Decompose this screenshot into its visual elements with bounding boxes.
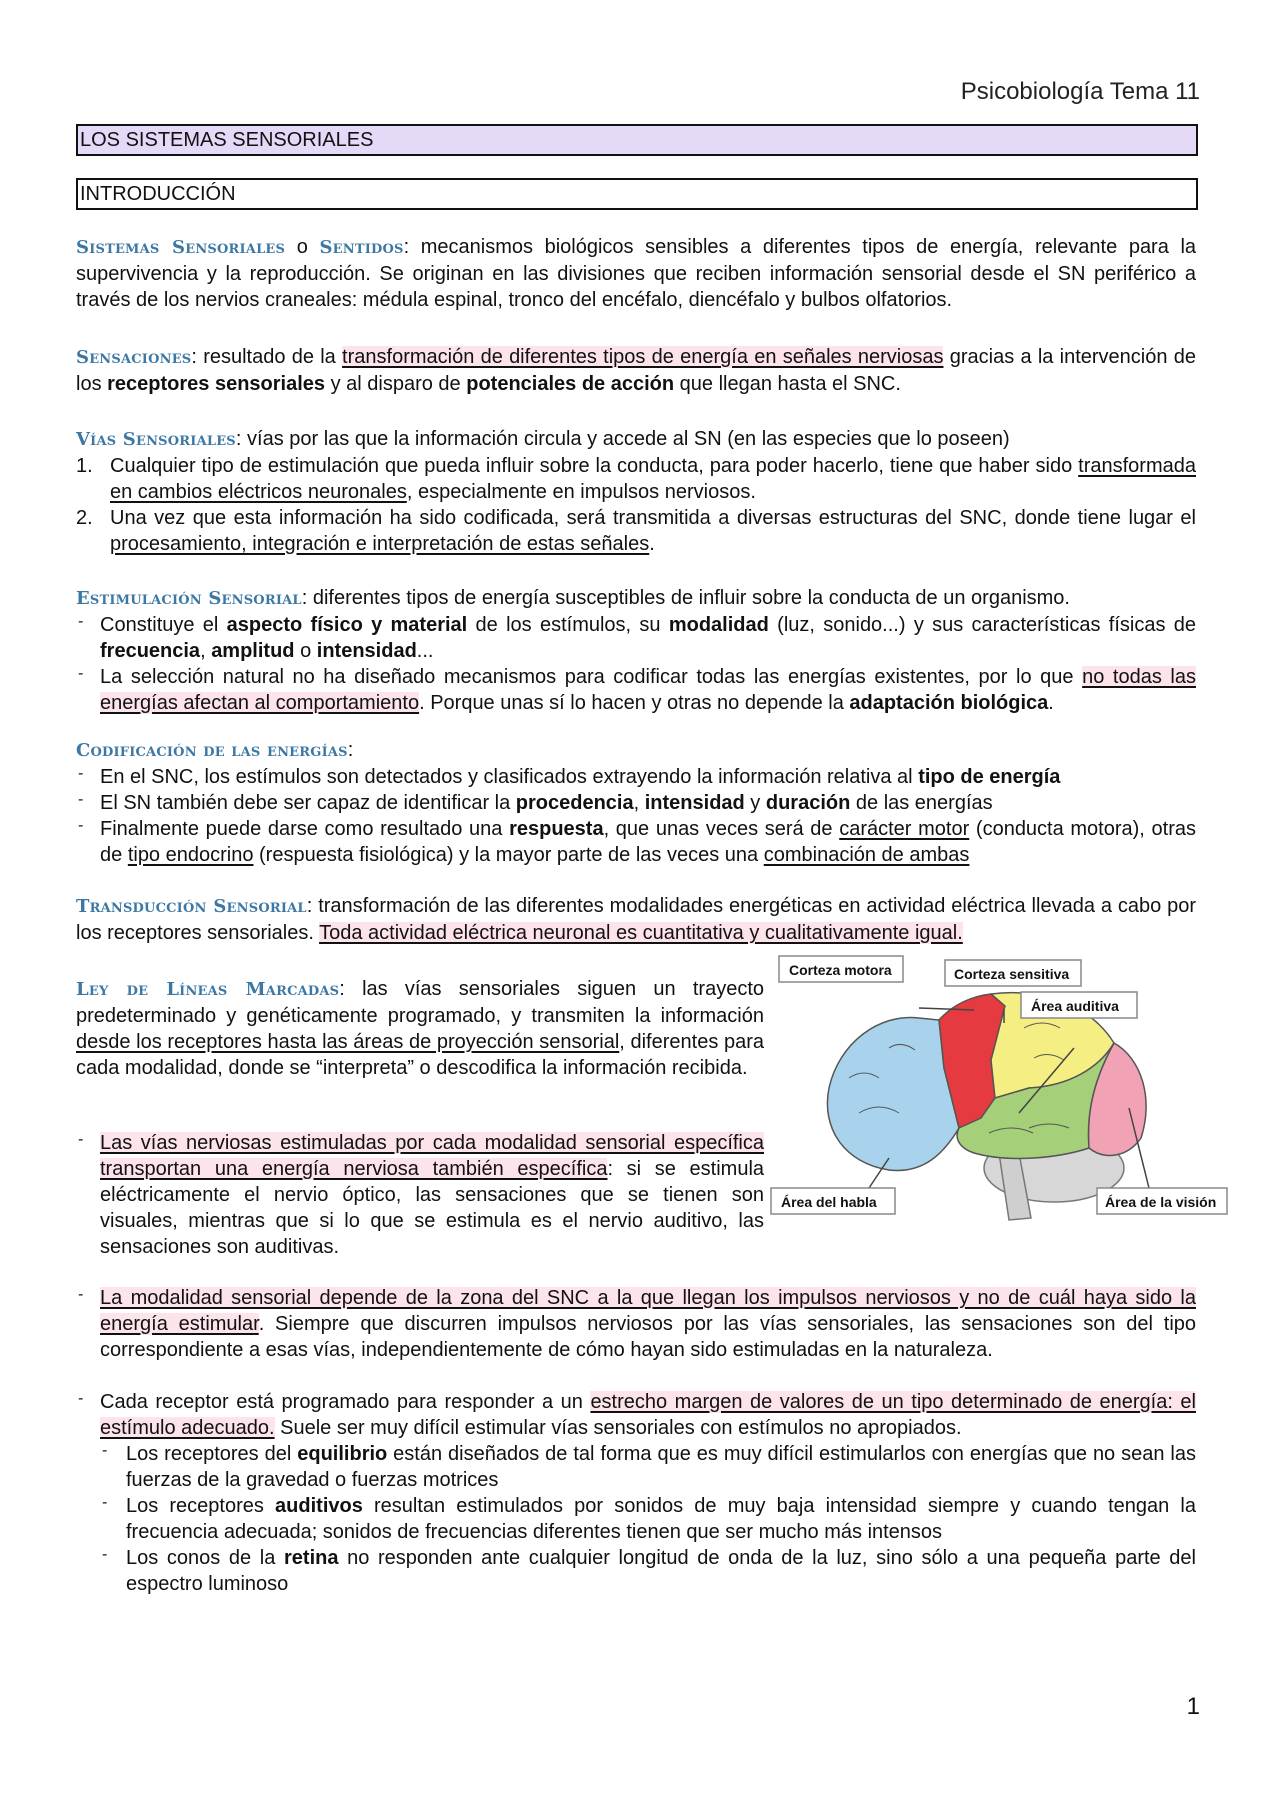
label-corteza-motora [779,956,903,982]
label-area-auditiva [1021,992,1137,1018]
list-item [76,505,1196,557]
list-item [76,1285,1196,1363]
text-span: de las energías [850,792,993,814]
label-text: Área auditiva [1031,998,1119,1014]
list-number: 1. [76,455,93,477]
highlighted-text: La modalidad sensorial depende de la zona del SNC a la que llegan los impulsos nerviosos y no de cuál haya sido la energía estimular [100,1287,1196,1335]
highlighted-text: no todas las energías afectan al comportamiento [100,666,1196,714]
document-header-title: Psicobiología Tema 11 [960,78,1200,105]
text-span: : si se estimula eléctricamente el nervio óptico, las sensaciones que se tienen son visuales, mientras que si lo que se estimula es el nervio auditivo, las sensaciones son auditivas. [100,1158,765,1258]
keyword-ley-lineas-marcadas: Ley de Líneas Marcadas [76,979,340,1000]
text-span: La selección natural no ha diseñado mecanismos para codificar todas las energías existentes, por lo que [100,666,1083,688]
list-item [76,790,1196,816]
keyword-vias-sensoriales: Vías Sensoriales [76,429,236,450]
list-item [76,816,1196,868]
dash-bullet: - [78,765,84,782]
lineas-marcadas-item-1 [76,1130,764,1260]
label-text: Corteza motora [789,962,892,978]
document-page [76,0,1217,1811]
text-span: (luz, sonido...) y sus características físicas de [768,614,1197,636]
bold-text: procedencia [515,792,634,814]
text-span: Los conos de la [126,1547,284,1569]
bold-text: intensidad [644,792,745,814]
paragraph-estimulacion-sensorial [76,585,1196,716]
text-span: gracias a la intervención de los [76,346,1196,395]
highlighted-text: transformación de diferentes tipos de energía en señales nerviosas [342,346,944,368]
text-span: : resultado de la [191,346,343,368]
text-span: , especialmente en impulsos nerviosos. [406,481,756,503]
paragraph-codificacion [76,737,1196,868]
text-span: : [347,739,354,761]
bold-text: intensidad [316,640,417,662]
text-span: que llegan hasta el SNC. [674,373,901,395]
lineas-marcadas-item-2 [76,1285,1196,1363]
text-span: Suele ser muy difícil estimular vías sensoriales con estímulos no apropiados. [274,1417,962,1439]
text-span: , [200,640,212,662]
bold-text: retina [284,1547,339,1569]
paragraph-sensaciones [76,344,1196,397]
keyword-codificacion-energias: Codificación de las energías [76,740,348,761]
list-item [76,612,1196,664]
dash-bullet: - [78,665,84,682]
keyword-sensaciones: Sensaciones [76,347,192,368]
list-item [76,664,1196,716]
list-item [76,1441,1196,1493]
underlined-text: tipo endocrino [127,844,254,866]
dash-bullet: - [78,791,84,808]
list-item [76,1545,1196,1597]
bold-text: frecuencia [100,640,201,662]
underlined-text: transformada en cambios eléctricos neuronales [110,455,1196,503]
text-span: En el SNC, los estímulos son detectados y clasificados extrayendo la información relativa al [100,766,919,788]
text-span: : las vías sensoriales siguen un trayecto predeterminado y genéticamente programado, y transmiten la información [76,978,764,1027]
receptor-examples-list [76,1441,1196,1597]
paragraph-sistemas-sensoriales [76,234,1196,313]
text-span: El SN también debe ser capaz de identificar la [100,792,516,814]
bold-text: auditivos [275,1495,363,1517]
bold-text: duración [765,792,851,814]
dash-list [76,764,1196,868]
text-span: , [633,792,645,814]
paragraph-vias-sensoriales [76,426,1196,557]
paragraph-transduccion [76,893,1196,946]
label-text: Área del habla [781,1194,877,1210]
highlighted-text: Las vías nerviosas estimuladas por cada modalidad sensorial específica transportan una energía nerviosa también específica [100,1132,764,1180]
text-span: Finalmente puede darse como resultado una [100,818,510,840]
connector-text: o [285,236,320,258]
definition-text: : mecanismos biológicos sensibles a diferentes tipos de energía, relevante para la supervivencia y la reproducción. Se originan en las divisiones que reciben información sensorial desde el SN periférico a través de los nervios craneales: médula espinal, tronco del encéfalo, diencéfalo y bulbos olfatorios. [76,236,1197,311]
text-span: . [649,533,655,555]
text-span: . Porque unas sí lo hacen y otras no depende la [419,692,850,714]
bold-text: tipo de energía [918,766,1061,788]
label-area-vision [1097,1188,1227,1214]
section-title-main: LOS SISTEMAS SENSORIALES [76,124,1198,156]
keyword-sentidos: Sentidos [319,237,404,258]
bold-text: equilibrio [297,1443,388,1465]
dash-bullet: - [102,1546,108,1563]
list-item [76,1493,1196,1545]
list-item [76,453,1196,505]
bold-text: aspecto físico y material [226,614,468,636]
text-span: , que unas veces será de [603,818,840,840]
underlined-text: carácter motor [839,818,970,840]
text-span: Cualquier tipo de estimulación que pueda influir sobre la conducta, para poder hacerlo, tiene que haber sido [110,455,1079,477]
definition-text: : diferentes tipos de energía susceptibles de influir sobre la conducta de un organismo. [301,587,1070,609]
underlined-text: procesamiento, integración e interpretación de estas señales [110,533,650,555]
label-text: Área de la visión [1105,1194,1217,1210]
dash-bullet: - [102,1442,108,1459]
underlined-text: combinación de ambas [763,844,970,866]
dash-bullet: - [78,1286,84,1303]
text-span: no responden ante cualquier longitud de onda de la luz, sino sólo a una pequeña parte del espectro luminoso [126,1547,1196,1595]
numbered-list [76,453,1196,557]
underlined-text: desde los receptores hasta las áreas de proyección sensorial [76,1031,620,1053]
text-span: y al disparo de [325,373,467,395]
text-span: Los receptores del [126,1443,298,1465]
list-number: 2. [76,507,93,529]
dash-bullet: - [78,1390,84,1407]
text-span: : transformación de las diferentes modalidades energéticas en actividad eléctrica llevada a cabo por los receptores sensoriales. [76,895,1196,944]
section-title-intro: INTRODUCCIÓN [76,178,1198,210]
brain-diagram-svg [769,948,1229,1228]
frontal-lobe-shape [827,1017,959,1170]
text-span: . [1048,692,1054,714]
text-span: Una vez que esta información ha sido codificada, será transmitida a diversas estructuras del SNC, donde tiene lugar el [110,507,1196,529]
page-number: 1 [1186,1693,1200,1720]
text-span: de los estímulos, su [467,614,669,636]
text-span: resultan estimulados por sonidos de muy baja intensidad siempre y cuando tengan la frecuencia adecuada; sonidos de frecuencias diferentes tienen que ser mucho más intensos [126,1495,1196,1543]
bold-text: potenciales de acción [466,373,675,395]
text-span: (respuesta fisiológica) y la mayor parte de las veces una [253,844,764,866]
bold-text: receptores sensoriales [107,373,326,395]
dash-bullet: - [78,817,84,834]
text-span: . Siempre que discurren impulsos nerviosos por las vías sensoriales, las sensaciones son del tipo correspondiente a esas vías, independientemente de cómo hayan sido estimuladas en la naturaleza. [100,1313,1197,1361]
bold-text: amplitud [211,640,295,662]
lineas-marcadas-item-3 [76,1389,1196,1441]
list-item [76,1389,1196,1441]
label-area-habla [771,1188,895,1214]
definition-text: : vías por las que la información circula y accede al SN (en las especies que lo poseen) [235,428,1010,450]
text-span: Los receptores [126,1495,276,1517]
label-text: Corteza sensitiva [954,966,1070,982]
text-span: Constituye el [100,614,227,636]
paragraph-lineas-marcadas [76,976,764,1081]
text-span: ... [416,640,434,662]
text-span: Cada receptor está programado para responder a un [100,1391,591,1413]
bold-text: respuesta [509,818,604,840]
dash-list [76,612,1196,716]
dash-bullet: - [102,1494,108,1511]
bold-text: adaptación biológica [849,692,1049,714]
text-span: están diseñados de tal forma que es muy difícil estimularlos con energías que no sean las fuerzas de la gravedad o fuerzas motrices [126,1443,1196,1491]
keyword-sistemas-sensoriales: Sistemas Sensoriales [76,237,286,258]
text-span: , diferentes para cada modalidad, donde se “interpreta” o descodifica la información recibida. [76,1031,764,1079]
brain-diagram [769,948,1229,1228]
label-corteza-sensitiva [945,960,1081,986]
list-item [76,1130,764,1260]
bold-text: modalidad [668,614,769,636]
text-span: o [294,640,317,662]
highlighted-text: Toda actividad eléctrica neuronal es cuantitativa y cualitativamente igual. [319,922,963,944]
text-span: (conducta motora), otras de [100,818,1196,866]
highlighted-text: estrecho margen de valores de un tipo determinado de energía: el estímulo adecuado. [100,1391,1196,1439]
dash-bullet: - [78,613,84,630]
list-item [76,764,1196,790]
dash-bullet: - [78,1131,84,1148]
text-span: y [744,792,766,814]
keyword-transduccion-sensorial: Transducción Sensorial [76,896,307,917]
keyword-estimulacion-sensorial: Estimulación Sensorial [76,588,302,609]
